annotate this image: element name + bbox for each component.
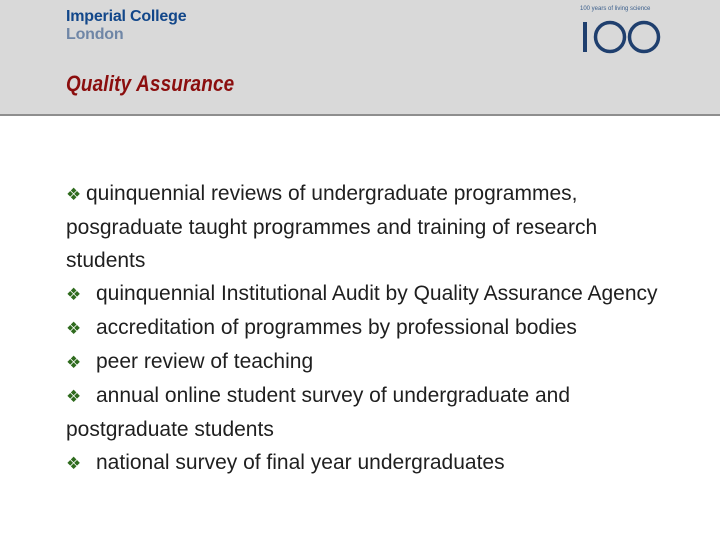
bullet-diamond-icon: ❖ — [66, 319, 82, 338]
list-item — [66, 277, 676, 311]
list-item — [66, 177, 676, 277]
bullet-diamond-icon: ❖ — [66, 387, 82, 406]
logo-line-1: Imperial College — [66, 8, 187, 25]
bullet-diamond-icon: ❖ — [66, 454, 82, 473]
centenary-logo — [580, 6, 680, 58]
header-divider — [0, 114, 720, 116]
list-item-text: quinquennial Institutional Audit by Quality Assurance Agency — [96, 282, 658, 305]
list-item-text: peer review of teaching — [96, 350, 314, 373]
centenary-100-icon — [580, 16, 680, 58]
slide-title: Quality Assurance — [66, 71, 235, 96]
list-item-text: accreditation of programmes by professional bodies — [96, 316, 577, 339]
bullet-diamond-icon: ❖ — [66, 185, 82, 204]
list-item — [66, 311, 676, 345]
bullet-list — [66, 177, 676, 480]
slide-header — [0, 0, 720, 116]
bullet-diamond-icon: ❖ — [66, 285, 82, 304]
imperial-college-logo — [66, 8, 186, 44]
list-item — [66, 345, 676, 379]
list-item-text: national survey of final year undergraduates — [96, 451, 505, 474]
bullet-diamond-icon: ❖ — [66, 353, 82, 372]
list-item-text: annual online student survey of undergraduate and postgraduate students — [66, 384, 571, 441]
list-item-text: quinquennial reviews of undergraduate programmes, posgraduate taught programmes and training of research students — [66, 182, 598, 272]
list-item — [66, 379, 676, 446]
logo-line-2: London — [66, 26, 124, 43]
list-item — [66, 446, 676, 480]
centenary-caption: 100 years of living science — [580, 6, 651, 12]
